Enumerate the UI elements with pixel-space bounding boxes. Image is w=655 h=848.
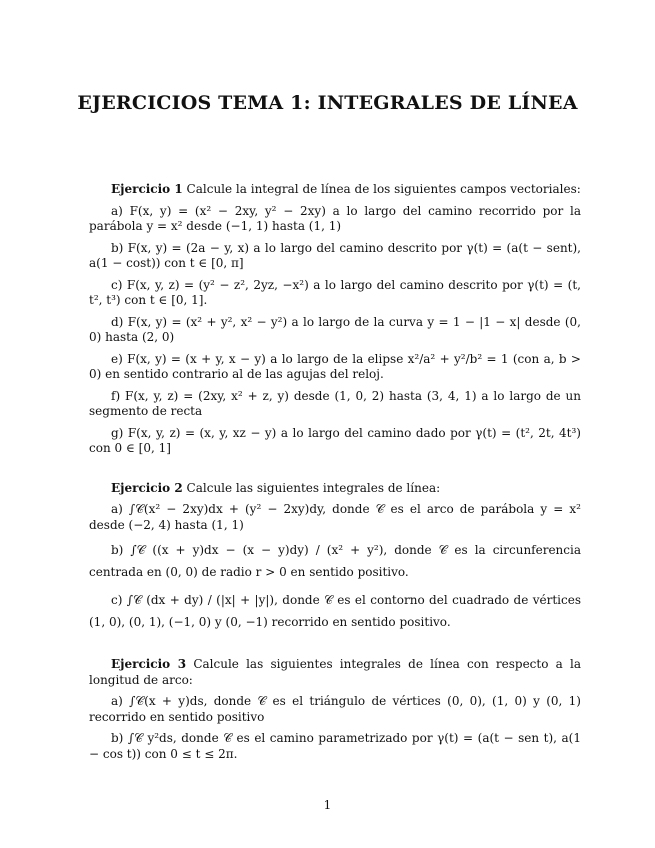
exercise-1-text: Calcule la integral de línea de los siguientes campos vectoriales: — [186, 182, 581, 196]
exercise-1-item-e: e) F(x, y) = (x + y, x − y) a lo largo de la elipse x²/a² + y²/b² = 1 (con a, b > 0) en sentido contrario al de las agujas del reloj. — [89, 351, 581, 381]
exercise-1-item-c: c) F(x, y, z) = (y² − z², 2yz, −x²) a lo largo del camino descrito por γ(t) = (t, t², t³) con t ∈ [0, 1]. — [89, 277, 581, 307]
exercise-2-text: Calcule las siguientes integrales de línea: — [186, 480, 441, 495]
exercise-2-item-a: a) ∫𝒞(x² − 2xy)dx + (y² − 2xy)dy, donde 𝒞 es el arco de parábola y = x² desde (−2, 4) hasta (1, 1) — [89, 502, 581, 532]
exercise-1-item-f: f) F(x, y, z) = (2xy, x² + z, y) desde (1, 0, 2) hasta (3, 4, 1) a lo largo de un segmento de recta — [89, 388, 581, 418]
exercise-1-label: Ejercicio 1 — [111, 182, 183, 196]
exercise-2-label: Ejercicio 2 — [111, 480, 183, 495]
exercise-2-item-b: b) ∫𝒞 ((x + y)dx − (x − y)dy) / (x² + y²), donde 𝒞 es la circunferencia centrada en (0, 0) de radio r > 0 en sentido positivo. — [89, 543, 581, 579]
exercise-1-item-g: g) F(x, y, z) = (x, y, xz − y) a lo largo del camino dado por γ(t) = (t², 2t, 4t³) con 0 ∈ [0, 1] — [89, 425, 581, 455]
exercise-3-label: Ejercicio 3 — [111, 657, 187, 671]
exercise-1-heading — [89, 182, 581, 198]
exercise-3-heading — [89, 657, 581, 688]
exercise-1-item-b: b) F(x, y) = (2a − y, x) a lo largo del camino descrito por γ(t) = (a(t − sent), a(1 − cost)) con t ∈ [0, π] — [89, 240, 581, 270]
exercise-1-item-a: a) F(x, y) = (x² − 2xy, y² − 2xy) a lo largo del camino recorrido por la parábola y = x² desde (−1, 1) hasta (1, 1) — [89, 203, 581, 233]
page-number: 1 — [323, 798, 332, 812]
section-spacer — [89, 639, 581, 657]
exercise-1-item-d: d) F(x, y) = (x² + y², x² − y²) a lo largo de la curva y = 1 − |1 − x| desde (0, 0) hasta (2, 0) — [89, 314, 581, 344]
exercise-2-heading — [89, 481, 581, 497]
exercise-3-text: Calcule las siguientes integrales de línea con respecto a la longitud de arco: — [89, 657, 582, 687]
exercise-2-item-c: c) ∫𝒞 (dx + dy) / (|x| + |y|), donde 𝒞 es el contorno del cuadrado de vértices (1, 0), (0, 1), (−1, 0) y (0, −1) recorrido en sentido positivo. — [89, 593, 581, 629]
section-spacer — [89, 463, 581, 481]
document-body — [89, 182, 581, 768]
page-title: EJERCICIOS TEMA 1: INTEGRALES DE LÍNEA — [77, 92, 578, 114]
exercise-3-item-a: a) ∫𝒞(x + y)ds, donde 𝒞 es el triángulo de vértices (0, 0), (1, 0) y (0, 1) recorrido en sentido positivo — [89, 694, 581, 724]
exercise-3-item-b: b) ∫𝒞 y²ds, donde 𝒞 es el camino parametrizado por γ(t) = (a(t − sen t), a(1 − cos t)) con 0 ≤ t ≤ 2π. — [89, 731, 581, 761]
